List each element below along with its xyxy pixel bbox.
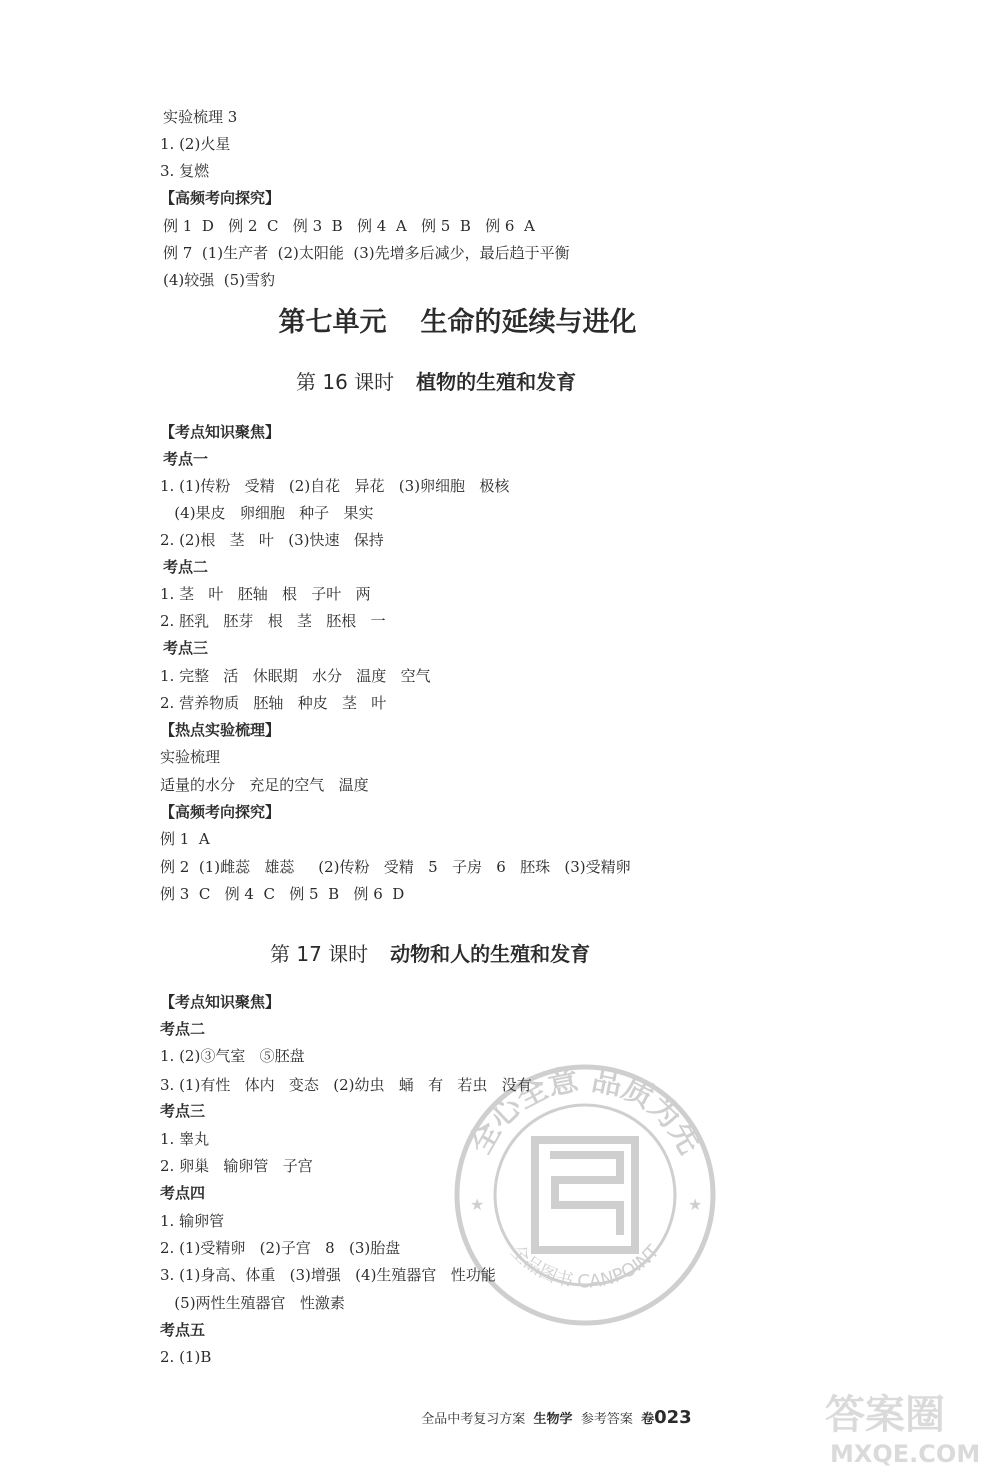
text-line: 适量的水分 充足的空气 温度 [160, 776, 369, 794]
unit-title [0, 300, 915, 339]
subsection-heading: 考点三 [163, 639, 209, 657]
subsection-heading: 考点五 [160, 1321, 206, 1339]
text-line: 例 1 D 例 2 C 例 3 B 例 4 A 例 5 B 例 6 A [163, 217, 535, 235]
text-line: 实验梳理 [160, 748, 221, 766]
section-heading: 【热点实验梳理】 [160, 721, 281, 739]
publisher-seal-icon [450, 1060, 720, 1330]
text-line: 2. 胚乳 胚芽 根 茎 胚根 一 [160, 612, 386, 630]
svg-text:全心全意 品质为先: 全心全意 品质为先 [462, 1062, 708, 1160]
text-line: 例 1 A [160, 830, 210, 848]
text-line: 例 7 (1)生产者 (2)太阳能 (3)先增多后减少，最后趋于平衡 [163, 244, 570, 262]
text-line: 2. 营养物质 胚轴 种皮 茎 叶 [160, 694, 387, 712]
text-line: 1. 完整 活 休眠期 水分 温度 空气 [160, 667, 431, 685]
text-line: 2. (2)根 茎 叶 (3)快速 保持 [160, 531, 384, 549]
text-line: (5)两性生殖器官 性激素 [160, 1294, 345, 1312]
lesson-name: 动物和人的生殖和发育 [390, 942, 591, 966]
subsection-heading: 考点一 [163, 450, 209, 468]
lesson-name: 植物的生殖和发育 [416, 370, 577, 394]
subsection-heading: 考点二 [163, 558, 209, 576]
text-line: 实验梳理 3 [163, 108, 238, 126]
subsection-heading: 考点三 [160, 1102, 206, 1120]
text-line: 3. (1)有性 体内 变态 (2)幼虫 蛹 有 若虫 没有 [160, 1076, 532, 1094]
page-number: 023 [654, 1407, 692, 1428]
subsection-heading: 考点四 [160, 1184, 206, 1202]
footer-subject: 生物学 [533, 1412, 573, 1427]
page-footer [413, 1392, 692, 1428]
svg-text:答案圈: 答案圈 [825, 1392, 945, 1438]
svg-text:★: ★ [688, 1195, 703, 1214]
text-line: (4)果皮 卵细胞 种子 果实 [160, 504, 374, 522]
text-line: 2. (1)B [160, 1348, 212, 1366]
lesson-number: 第 17 课时 [270, 942, 369, 966]
footer-series: 全品中考复习方案 [421, 1412, 526, 1427]
section-heading: 【高频考向探究】 [160, 189, 281, 207]
lesson-number: 第 16 课时 [296, 370, 395, 394]
text-line: 3. 复燃 [160, 162, 210, 180]
lesson-16-title [296, 366, 576, 395]
text-line: 1. 茎 叶 胚轴 根 子叶 两 [160, 585, 371, 603]
text-line: 1. (1)传粉 受精 (2)自花 异花 (3)卵细胞 极核 [160, 477, 510, 495]
subsection-heading: 考点二 [160, 1020, 206, 1038]
svg-text:MXQE.COM: MXQE.COM [830, 1440, 981, 1468]
text-line: 1. 输卵管 [160, 1212, 225, 1230]
unit-name: 生命的延续与进化 [420, 307, 637, 338]
text-line: 例 3 C 例 4 C 例 5 B 例 6 D [160, 885, 405, 903]
footer-vol: 卷 [641, 1412, 655, 1427]
footer-doc: 参考答案 [580, 1412, 633, 1427]
text-line: 2. (1)受精卵 (2)子宫 8 (3)胎盘 [160, 1239, 401, 1257]
text-line: (4)较强 (5)雪豹 [163, 271, 276, 289]
text-line: 1. (2)火星 [160, 135, 231, 153]
text-line: 1. 睾丸 [160, 1130, 210, 1148]
text-line: 1. (2)③气室 ⑤胚盘 [160, 1047, 305, 1065]
svg-text:★: ★ [470, 1195, 485, 1214]
text-line: 例 2 (1)雌蕊 雄蕊 (2)传粉 受精 5 子房 6 胚珠 (3)受精卵 [160, 858, 631, 876]
section-heading: 【考点知识聚焦】 [160, 993, 281, 1011]
svg-text:全品图书 CANPOINT: 全品图书 CANPOINT [506, 1241, 664, 1293]
section-heading: 【高频考向探究】 [160, 803, 281, 821]
unit-number: 第七单元 [278, 307, 387, 338]
section-heading: 【考点知识聚焦】 [160, 423, 281, 441]
watermark-logo-icon [820, 1380, 990, 1470]
lesson-17-title [270, 938, 590, 967]
text-line: 2. 卵巢 输卵管 子宫 [160, 1157, 313, 1175]
text-line: 3. (1)身高、体重 (3)增强 (4)生殖器官 性功能 [160, 1266, 496, 1284]
